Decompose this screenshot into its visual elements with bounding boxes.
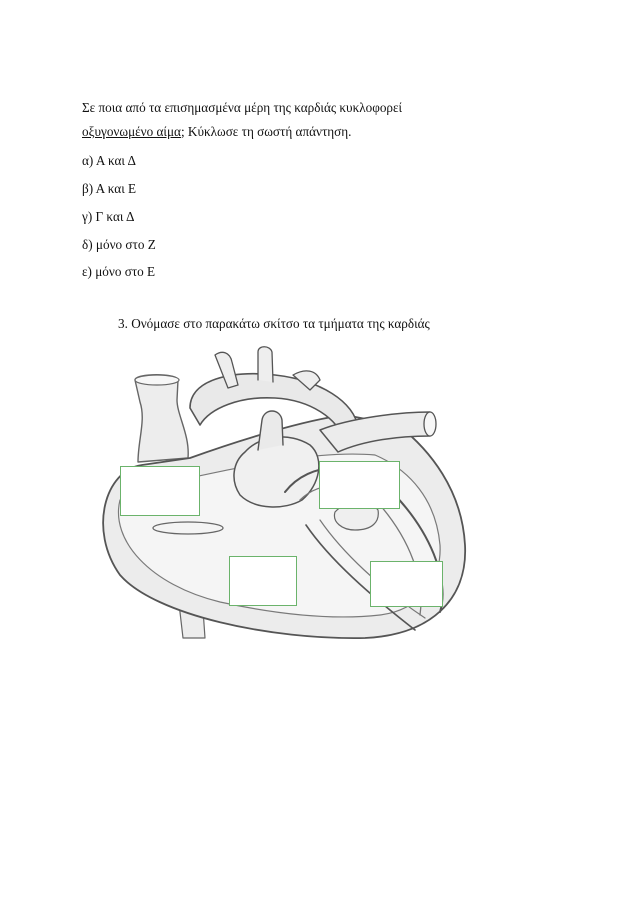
label-box-lower-middle[interactable] <box>229 556 297 606</box>
heart-figure <box>80 340 480 650</box>
option-b: β) Α και Ε <box>82 181 137 196</box>
underlined-phrase: οξυγονωμένο αίμα <box>82 124 181 139</box>
option-e: ε) μόνο στο Ε <box>82 264 156 279</box>
label-box-upper-right[interactable] <box>319 461 400 509</box>
question-line-1 <box>82 100 402 116</box>
option-d: δ) μόνο στο Ζ <box>82 237 156 252</box>
question-text-2: ; Κύκλωσε τη σωστή απάντηση. <box>180 124 352 139</box>
question-line-2 <box>82 124 351 140</box>
question-text-1: Σε ποια από τα επισημασμένα μέρη της καρδιάς κυκλοφορεί <box>82 100 403 115</box>
label-box-lower-right[interactable] <box>370 561 443 607</box>
option-c: γ) Γ και Δ <box>82 209 135 224</box>
task-heading: 3. Ονόμασε στο παρακάτω σκίτσο τα τμήματα της καρδιάς <box>118 316 430 331</box>
option-a: α) Α και Δ <box>82 153 136 168</box>
label-box-left-atrium[interactable] <box>120 466 200 516</box>
